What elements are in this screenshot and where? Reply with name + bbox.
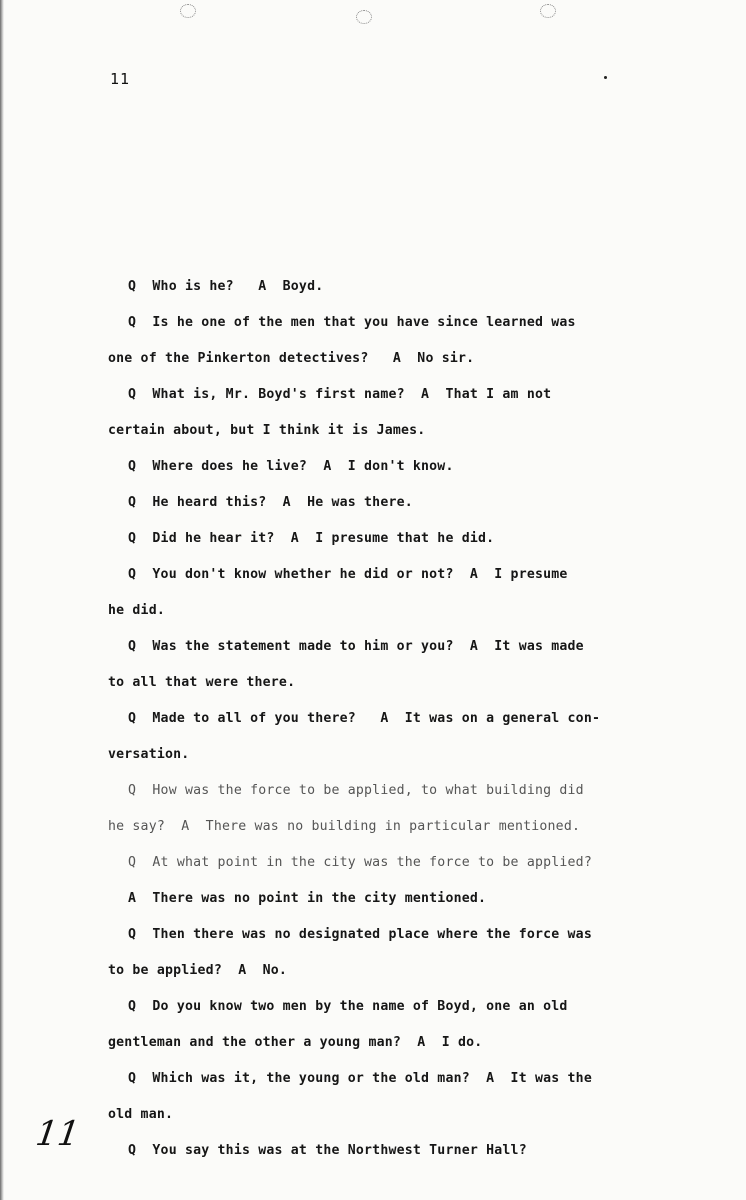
transcript-line: Q You say this was at the Northwest Turner Hall? — [128, 1143, 527, 1158]
transcript-line: he did. — [108, 603, 165, 618]
transcript-line: old man. — [108, 1107, 174, 1122]
transcript-line: one of the Pinkerton detectives? A No sir. — [108, 351, 475, 366]
punch-hole — [180, 4, 196, 18]
transcript-line: Q Where does he live? A I don't know. — [128, 459, 454, 474]
transcript-line: Q Made to all of you there? A It was on a general con- — [128, 711, 601, 726]
transcript-line: Q Who is he? A Boyd. — [128, 279, 324, 294]
transcript-line: he say? A There was no building in particular mentioned. — [108, 819, 581, 834]
transcript-line: Q He heard this? A He was there. — [128, 495, 413, 510]
transcript-line: Q You don't know whether he did or not? A I presume — [128, 567, 568, 582]
punch-hole — [356, 10, 372, 24]
transcript-line: Q Was the statement made to him or you? A It was made — [128, 639, 584, 654]
transcript-line: Q Which was it, the young or the old man? A It was the — [128, 1071, 592, 1086]
transcript-line: Q At what point in the city was the force to be applied? — [128, 855, 592, 870]
transcript-line: Q What is, Mr. Boyd's first name? A That I am not — [128, 387, 552, 402]
transcript-line: to be applied? A No. — [108, 963, 288, 978]
punch-hole — [540, 4, 556, 18]
transcript-line: A There was no point in the city mentioned. — [128, 891, 487, 906]
transcript-line: to all that were there. — [108, 675, 296, 690]
transcript-line: Q Then there was no designated place where the force was — [128, 927, 592, 942]
transcript-line: Q Did he hear it? A I presume that he did. — [128, 531, 495, 546]
transcript-body — [108, 269, 708, 1169]
transcript-line: gentleman and the other a young man? A I do. — [108, 1035, 483, 1050]
page-number: 11 — [110, 70, 131, 88]
handwritten-margin-note: 11 — [33, 1114, 83, 1154]
transcript-line: versation. — [108, 747, 190, 762]
page-edge-shadow — [0, 0, 4, 1200]
ink-speck — [604, 76, 607, 79]
transcript-line: Q Is he one of the men that you have since learned was — [128, 315, 576, 330]
transcript-line: Q How was the force to be applied, to what building did — [128, 783, 584, 798]
transcript-line: certain about, but I think it is James. — [108, 423, 426, 438]
transcript-line: Q Do you know two men by the name of Boyd, one an old — [128, 999, 568, 1014]
